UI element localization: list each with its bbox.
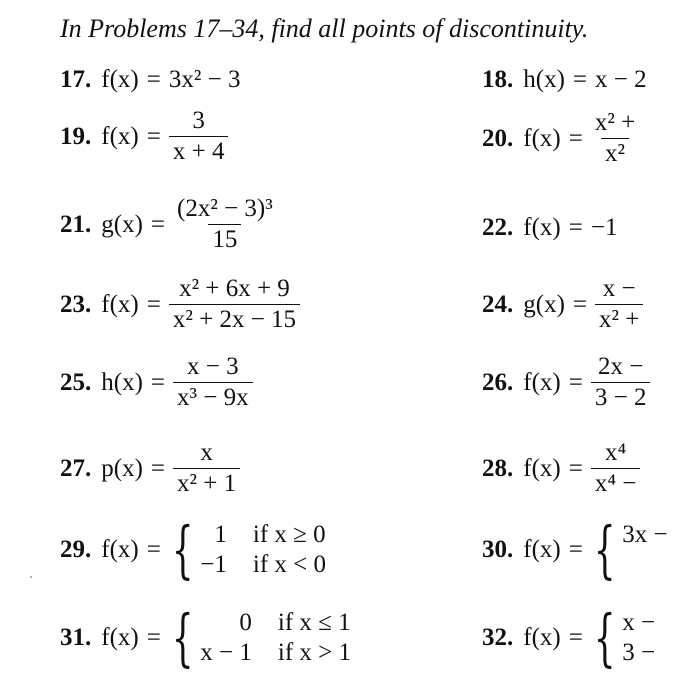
scan-speck: [30, 576, 32, 578]
function-name: f(x): [101, 66, 139, 93]
function-name: f(x): [523, 124, 561, 152]
function-name: f(x): [523, 214, 561, 241]
case-condition: if x ≥ 0: [252, 521, 326, 548]
numerator: x² + 6x + 9: [179, 275, 290, 302]
piecewise-definition: [591, 601, 656, 675]
function-name: f(x): [101, 122, 139, 150]
cases: [622, 608, 655, 668]
fraction: [173, 440, 240, 498]
function-name: f(x): [523, 454, 561, 482]
numerator: x⁴: [605, 439, 627, 466]
problem-29: [60, 513, 327, 587]
expression: x − 2: [595, 66, 647, 93]
function-name: p(x): [101, 454, 143, 482]
case-value: 3x −: [622, 521, 668, 548]
denominator: 15: [208, 224, 241, 253]
expression: −1: [590, 214, 618, 241]
problem-24: [482, 276, 643, 334]
cases: [200, 608, 351, 668]
fraction: [169, 276, 300, 334]
piecewise-definition: [169, 513, 327, 587]
left-brace: {: [171, 601, 194, 675]
case-value: [622, 550, 667, 580]
problem-27: [60, 440, 240, 498]
problem-22: [482, 214, 617, 242]
function-name: h(x): [523, 66, 565, 93]
problem-32: [482, 601, 656, 675]
denominator: 3 − 2: [591, 382, 651, 411]
denominator: x + 4: [169, 136, 229, 165]
equals-sign: =: [568, 624, 583, 651]
problem-number: 31.: [60, 624, 92, 651]
equals-sign: =: [150, 368, 166, 396]
problem-number: 26.: [482, 368, 514, 396]
equals-sign: =: [146, 122, 161, 150]
problem-17: [60, 66, 240, 94]
fraction: [169, 108, 229, 166]
problem-20: [482, 110, 639, 168]
piecewise-definition: [169, 601, 352, 675]
problem-number: 22.: [482, 214, 514, 241]
case-value: x − 1: [200, 639, 252, 666]
problem-30: [482, 513, 668, 587]
problem-number: 29.: [60, 536, 92, 563]
numerator: x: [200, 439, 213, 466]
numerator: 3: [192, 107, 205, 134]
fraction: [173, 196, 277, 254]
problem-number: 23.: [60, 290, 92, 318]
fraction: [591, 354, 651, 412]
numerator: x − 3: [187, 353, 239, 380]
problem-number: 32.: [482, 624, 514, 651]
function-name: f(x): [523, 624, 561, 651]
case-condition: if x ≤ 1: [277, 609, 351, 636]
numerator: (2x² − 3)³: [177, 195, 273, 222]
problem-25: [60, 354, 253, 412]
equals-sign: =: [572, 66, 588, 93]
problem-28: [482, 440, 640, 498]
left-brace: {: [171, 513, 194, 587]
problem-number: 24.: [482, 290, 514, 318]
equals-sign: =: [150, 454, 166, 482]
function-name: h(x): [101, 368, 143, 396]
instructions-heading: In Problems 17–34, find all points of discontinuity.: [60, 14, 589, 43]
function-name: f(x): [523, 368, 561, 396]
denominator: x² +: [595, 304, 643, 333]
function-name: f(x): [101, 624, 139, 651]
numerator: x² +: [594, 109, 636, 136]
fraction: [591, 110, 639, 168]
case-condition: if x > 1: [277, 639, 352, 666]
equals-sign: =: [568, 124, 583, 152]
denominator: x³ − 9x: [173, 382, 253, 411]
denominator: x⁴ −: [591, 468, 641, 497]
denominator: x²: [601, 138, 629, 167]
left-brace: {: [593, 601, 616, 675]
fraction: [595, 276, 643, 334]
problem-number: 18.: [482, 66, 514, 93]
function-name: f(x): [523, 536, 561, 563]
fraction: [591, 440, 641, 498]
case-condition: if x < 0: [252, 551, 327, 578]
equals-sign: =: [146, 290, 161, 318]
left-brace: {: [593, 513, 616, 587]
equals-sign: =: [568, 214, 583, 241]
case-value: −1: [200, 551, 227, 578]
problem-19: [60, 108, 228, 166]
function-name: g(x): [101, 210, 143, 238]
problem-number: 27.: [60, 454, 92, 482]
equals-sign: =: [146, 66, 161, 93]
problem-26: [482, 354, 650, 412]
piecewise-definition: [591, 513, 668, 587]
numerator: x −: [602, 275, 636, 302]
denominator: x² + 2x − 15: [169, 304, 300, 333]
problem-number: 19.: [60, 122, 92, 150]
problem-23: [60, 276, 300, 334]
equals-sign: =: [568, 454, 583, 482]
equals-sign: =: [568, 368, 583, 396]
equals-sign: =: [568, 536, 583, 563]
cases: [200, 520, 326, 580]
equals-sign: =: [572, 290, 588, 318]
equals-sign: =: [150, 210, 166, 238]
numerator: 2x −: [597, 353, 644, 380]
function-name: g(x): [523, 290, 565, 318]
case-value: x −: [622, 609, 656, 636]
equals-sign: =: [146, 536, 161, 563]
problem-31: [60, 601, 352, 675]
problem-number: 25.: [60, 368, 92, 396]
problem-number: 17.: [60, 66, 92, 93]
function-name: f(x): [101, 536, 139, 563]
right-column: [482, 0, 700, 700]
expression: 3x² − 3: [168, 66, 241, 93]
case-value: 3 −: [622, 639, 656, 666]
denominator: x² + 1: [173, 468, 240, 497]
problem-number: 28.: [482, 454, 514, 482]
cases: [622, 520, 667, 580]
problem-number: 20.: [482, 124, 514, 152]
case-value: 0: [239, 609, 252, 636]
problem-21: [60, 196, 277, 254]
problem-number: 21.: [60, 210, 92, 238]
problem-18: [482, 66, 647, 94]
fraction: [173, 354, 253, 412]
function-name: f(x): [101, 290, 139, 318]
problem-number: 30.: [482, 536, 514, 563]
case-value: 1: [214, 521, 227, 548]
equals-sign: =: [146, 624, 161, 651]
